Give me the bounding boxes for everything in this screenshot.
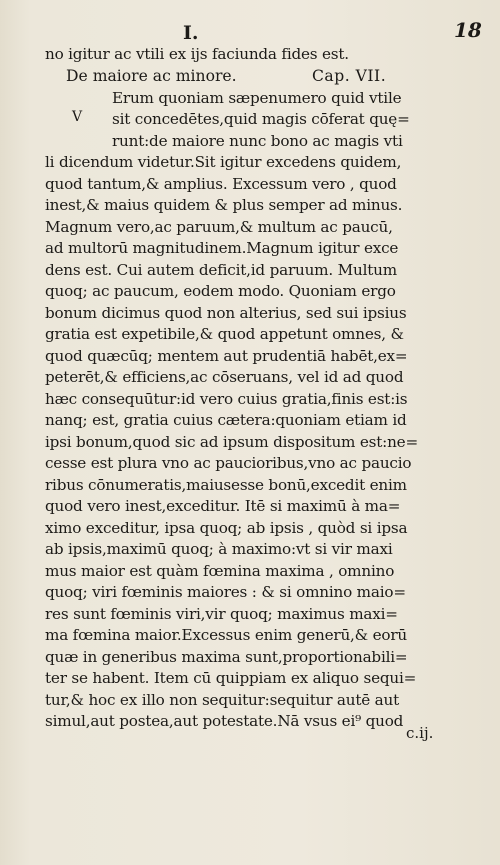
text-line: res sunt fœminis viri,vir quoq; maximus maxi= [45, 605, 398, 623]
text-line: nanq; est, gratia cuius cætera:quoniam etiam id [45, 411, 407, 429]
folio-right: 18 [454, 18, 482, 42]
text-line: quod vero inest,exceditur. Itē si maximū à ma= [45, 497, 401, 515]
text-line: no igitur ac vtili ex ijs faciunda fides est. [45, 45, 349, 63]
text-line: sit concedētes,quid magis cōferat quę= [112, 110, 410, 128]
text-line: ribus cōnumeratis,maiusesse bonū,excedit enim [45, 476, 407, 494]
text-line: peterēt,& efficiens,ac cōseruans, vel id ad quod [45, 368, 404, 386]
text-line: quod quæcūq; mentem aut prudentiā habēt,ex= [45, 347, 408, 365]
text-line: gratia est expetibile,& quod appetunt omnes, & [45, 325, 404, 343]
text-line: ad multorū magnitudinem.Magnum igitur exce [45, 239, 399, 257]
text-line: Magnum vero,ac paruum,& multum ac paucū, [45, 218, 393, 236]
text-line: quod tantum,& amplius. Excessum vero , quod [45, 175, 397, 193]
text-line: bonum dicimus quod non alterius, sed sui ipsius [45, 304, 407, 322]
signature-mark: c.ij. [406, 724, 434, 742]
text-line: dens est. Cui autem deficit,id paruum. Multum [45, 261, 397, 279]
text-line: ter se habent. Item cū quippiam ex aliquo sequi= [45, 669, 417, 687]
text-line: ab ipsis,maximū quoq; à maximo:vt si vir maxi [45, 540, 393, 558]
chapter-number: Cap. VII. [312, 67, 387, 85]
text-line: ma fœmina maior.Excessus enim generū,& eorū [45, 626, 407, 644]
text-line: runt:de maiore nunc bono ac magis vti [112, 132, 403, 150]
text-line: tur,& hoc ex illo non sequitur:sequitur autē aut [45, 691, 399, 709]
text-line: Erum quoniam sæpenumero quid vtile [112, 89, 402, 107]
chapter-title: De maiore ac minore. [66, 67, 237, 85]
text-line: mus maior est quàm fœmina maxima , omnino [45, 562, 395, 580]
text-line: li dicendum videtur.Sit igitur excedens quidem, [45, 153, 402, 171]
text-line: quoq; ac paucum, eodem modo. Quoniam ergo [45, 282, 396, 300]
text-line: hæc consequūtur:id vero cuius gratia,finis est:is [45, 390, 408, 408]
text-line: ximo exceditur, ipsa quoq; ab ipsis , quòd si ipsa [45, 519, 408, 537]
text-line: inest,& maius quidem & plus semper ad minus. [45, 196, 403, 214]
initial-letter: V [72, 109, 83, 125]
text-line: ipsi bonum,quod sic ad ipsum dispositum est:ne= [45, 433, 418, 451]
text-line: quoq; viri fœminis maiores : & si omnino maio= [45, 583, 406, 601]
text-line: cesse est plura vno ac paucioribus,vno ac paucio [45, 454, 412, 472]
folio-left: I. [183, 22, 199, 44]
text-line: simul,aut postea,aut potestate.Nā vsus ei⁹ quod [45, 712, 404, 730]
text-line: quæ in generibus maxima sunt,proportionabili= [45, 648, 408, 666]
